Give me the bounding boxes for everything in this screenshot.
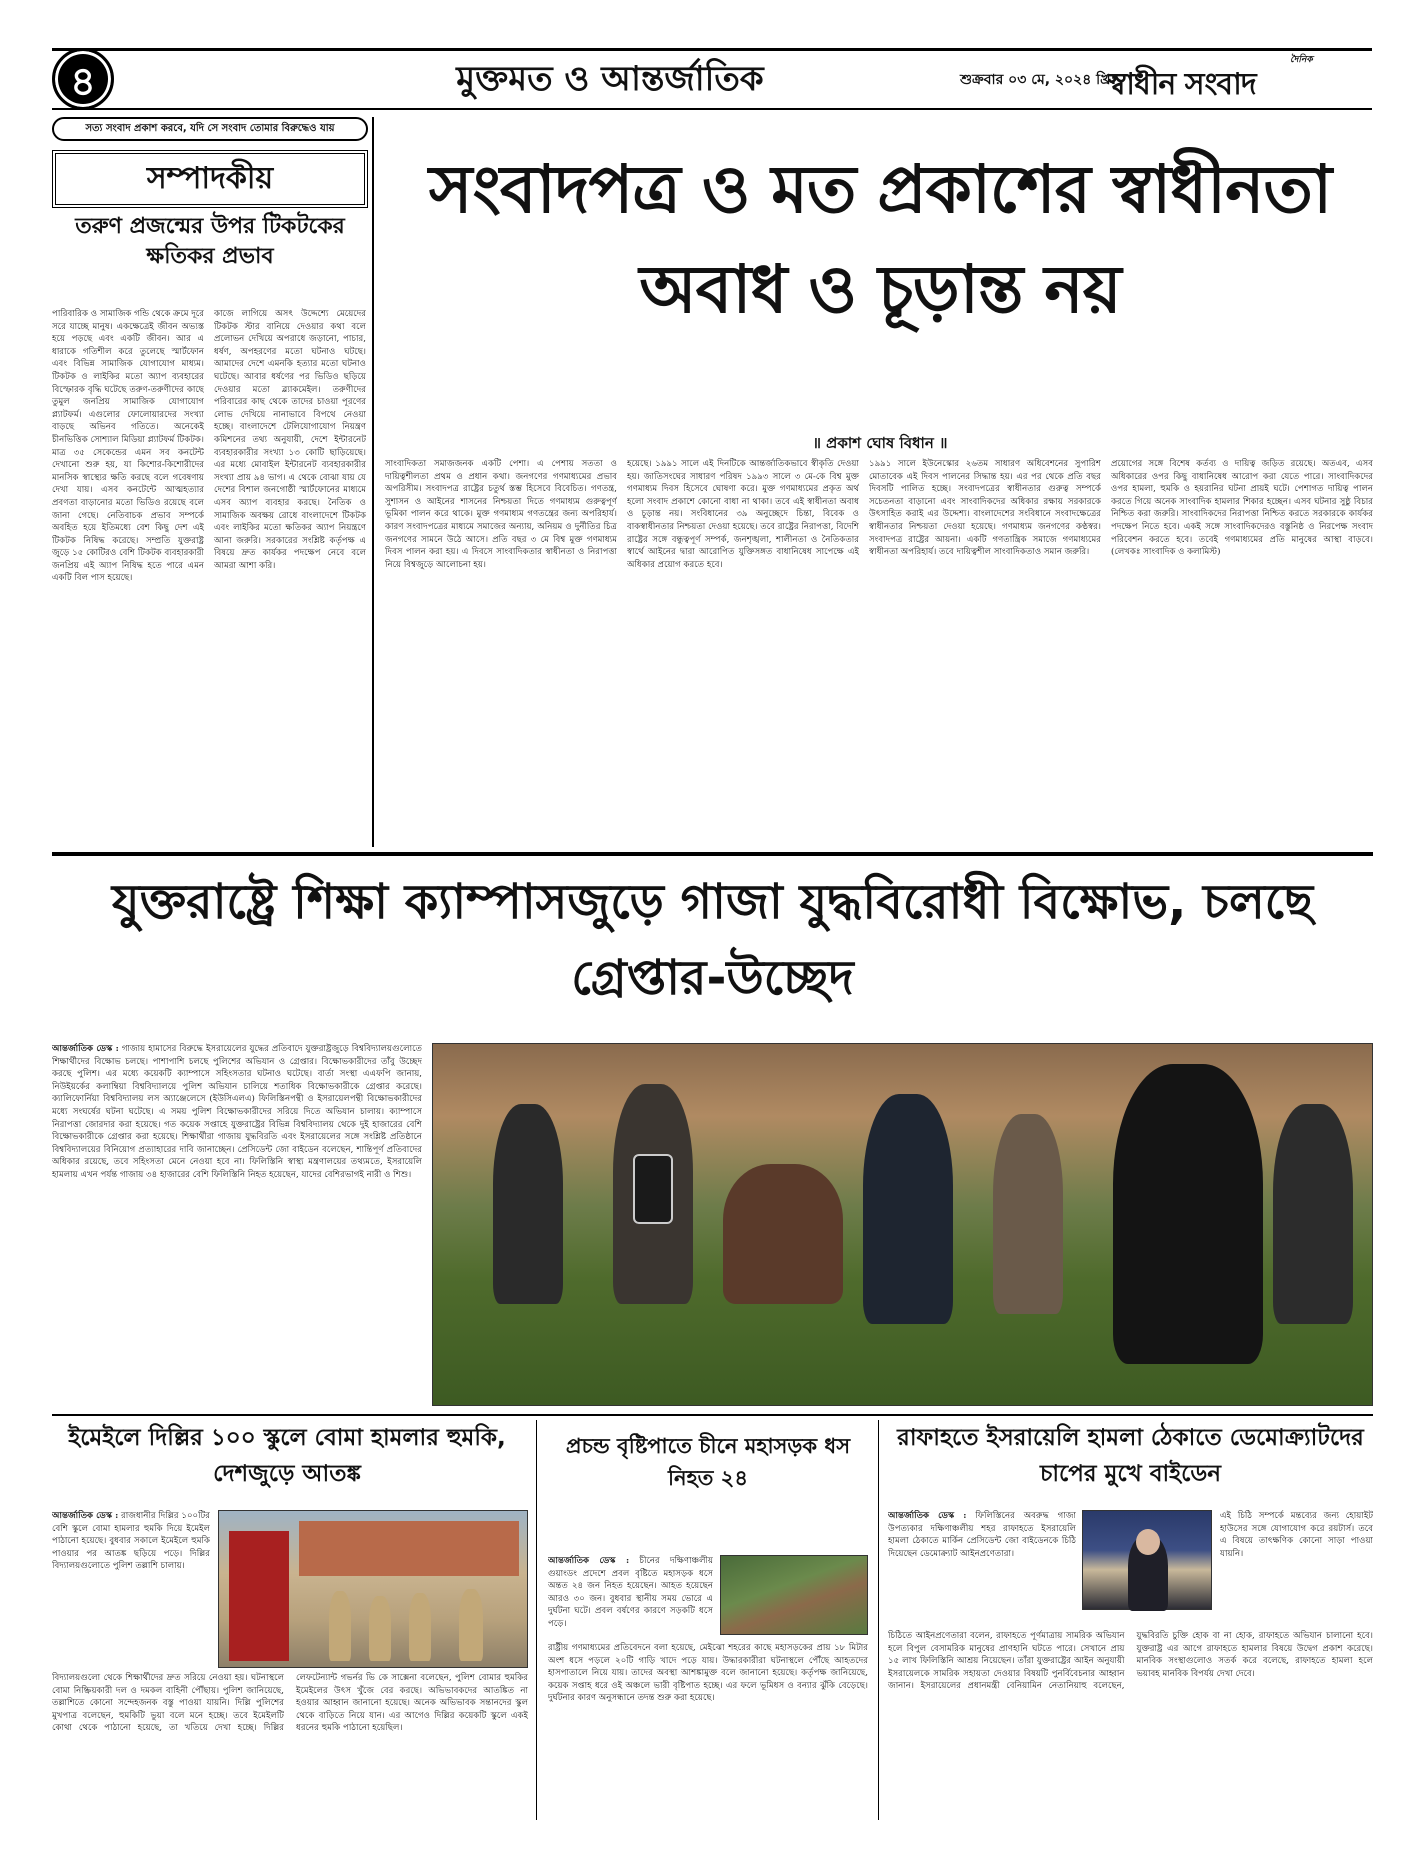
china-body: আহত হয়েছেন আরও ৩০ জন। বুধবার স্থানীয় সময় ভোরে এ দুর্ঘটনা ঘটে। প্রবল বর্ষণের কারণে সড়কটি ধসে পড়ে। xyxy=(548,1581,713,1629)
photo-figure xyxy=(369,1596,391,1661)
main-text-column: প্রয়োগের সঙ্গে বিশেষ কর্তব্য ও দায়িত্ব জড়িত রয়েছে। অতএব, এসব অধিকারের ওপর কিছু বাধানিষেধ আরোপ করা যেতে পারে। সাংবাদিকদের ওপর হামলা, হুমকি ও হয়রানির ঘটনা প্রায়ই ঘটে। পেশাগত দায়িত্ব পালন করতে গিয়ে অনেক সাংবাদিক হামলার শিকার হচ্ছেন। এসব ঘটনার সুষ্ঠু বিচার নিশ্চিত করা জরুরি। সাংবাদিকদের নিরাপত্তা নিশ্চিত করতে সরকারকে কার্যকর পদক্ষেপ নিতে হবে। একই সঙ্গে সাংবাদিকদেরও বস্তুনিষ্ঠ ও নিরপেক্ষ সংবাদ পরিবেশন করতে হবে। তবেই গণমাধ্যমের প্রতি মানুষের আস্থা বাড়বে। (লেখকঃ সাংবাদিক ও কলামিস্ট) xyxy=(1111,459,1373,558)
editorial-text-column: পারিবারিক ও সামাজিক গন্ডি থেকে ক্রমে দূরে সরে যাচ্ছে মানুষ। একক্ষেত্রেই জীবন অভ্যস্ত হয়ে পড়ছে এবং একটি জীবন। আর এ ধারাকে গতিশীল করে তুলেছে স্মার্টফোন এবং বিভিন্ন সামাজিক যোগাযোগ মাধ্যম। টিকটক ও লাইকির মতো অ্যাপ ব্যবহারের বিস্ফোরক বৃদ্ধি ঘটেছে তরুণ-তরুণীদের কাছে তুমুল জনপ্রিয় সামাজিক যোগাযোগ প্ল্যাটফর্ম। এগুলোর ফোলোয়ারদের সংখ্যা বাড়ছে অভিনব গতিতে। অনেকেই চীনভিত্তিক সোশ্যাল মিডিয়া প্ল্যাটফর্ম টিকটক। মাত্র ৩৫ সেকেন্ডের এমন সব কনটেন্ট দেখানো শুরু হয়, যা কিশোর-কিশোরীদের মানসিক স্বাস্থ্যের ক্ষতি করছে বলে গবেষণায় দেখা যায়। এসব কনটেন্টে আত্মহত্যার প্রবণতা বাড়ানোর মতো ভিডিও রয়েছে বলে জানা গেছে। নেতিবাচক প্রভাব সম্পর্কে অবহিত হয়ে ইতিমধ্যে বেশ কিছু দেশ এই টিকটক নিষিদ্ধ করেছে। সম্প্রতি যুক্তরাষ্ট্র জুড়ে ১৫ কোটিরও বেশি টিকটক ব্যবহারকারী জনপ্রিয় এই অ্যাপ নিষিদ্ধ হতে পারে এমন একটি বিল পাস হয়েছে। xyxy=(52,309,204,584)
main-text-column: ১৯৯১ সালে ইউনেস্কোর ২৬তম সাধারণ অধিবেশনের সুপারিশ মোতাবেক এই দিবস পালনের সিদ্ধান্ত হয়। এর পর থেকে প্রতি বছর দিবসটি পালিত হচ্ছে। সংবাদপত্রের স্বাধীনতার গুরুত্ব সম্পর্কে সচেতনতা বাড়ানো এবং সাংবাদিকদের অধিকার রক্ষায় সরকারকে উৎসাহিত করাই এর উদ্দেশ্য। বাংলাদেশের সংবিধানে সংবাদক্ষেত্রের স্বাধীনতার নিশ্চয়তা দেওয়া হয়েছে। গণমাধ্যম জনগণের কণ্ঠস্বর। সংবাদপত্র রাষ্ট্রের আয়না। একটি গণতান্ত্রিক সমাজে গণমাধ্যমের স্বাধীনতা অপরিহার্য। তবে দায়িত্বশীল সাংবাদিকতাও সমান জরুরি। xyxy=(869,459,1101,558)
phone-in-hand xyxy=(633,1154,673,1224)
photo-figure xyxy=(409,1593,431,1661)
rafah-text: এই চিঠি সম্পর্কে মন্তব্যের জন্য হোয়াইট হাউসের সঙ্গে যোগাযোগ করে রয়টার্স। তবে এ বিষয়ে তাৎক্ষণিক কোনো সাড়া পাওয়া যায়নি। xyxy=(1220,1511,1373,1559)
section-divider xyxy=(52,852,1373,856)
editorial-text-column: কাজে লাগিয়ে অসৎ উদ্দেশ্যে মেয়েদের টিকটক স্টার বানিয়ে দেওয়ার কথা বলে প্রলোভন দেখিয়ে অপরাধে জড়ানো, পাচার, ধর্ষণ, অপহরণের মতো ঘটনাও ঘটছে। আমাদের দেশে এমনকি হত্যার মতো ঘটনাও ঘটেছে। আবার ধর্ষণের পর ভিডিও ছড়িয়ে দেওয়ার মতো ব্ল্যাকমেইল। তরুণীদের পরিবারের কাছ থেকে তাদের চাওয়া পূরণের লোভ দেখিয়ে নানাভাবে বিপথে নেওয়া হচ্ছে। বাংলাদেশে টেলিযোগাযোগ নিয়ন্ত্রণ কমিশনের তথ্য অনুযায়ী, দেশে ইন্টারনেট ব্যবহারকারীর সংখ্যা ১৩ কোটি ছাড়িয়েছে। এর মধ্যে মোবাইল ইন্টারনেট ব্যবহারকারীর সংখ্যা প্রায় ৯৪ ভাগ। এ থেকে বোঝা যায় যে দেশের বিশাল জনগোষ্ঠী স্মার্টফোনের মাধ্যমে এসব অ্যাপ ব্যবহার করছে। নৈতিক ও সামাজিক অবক্ষয় রোধে বাংলাদেশে টিকটক এবং লাইকির মতো ক্ষতিকর অ্যাপ নিয়ন্ত্রণে আনা জরুরি। সরকারের সংশ্লিষ্ট কর্তৃপক্ষ এ বিষয়ে দ্রুত কার্যকর পদক্ষেপ নেবে বলে আমরা আশা করি। xyxy=(214,309,366,571)
photo-figure xyxy=(723,1164,843,1304)
main-byline: ॥ প্রকাশ ঘোষ বিধান ॥ xyxy=(812,434,948,452)
desk-label: আন্তর্জাতিক ডেস্ক : xyxy=(548,1556,630,1566)
column-divider xyxy=(372,117,374,847)
photo-figure xyxy=(329,1591,351,1661)
photo-figure xyxy=(863,1094,953,1324)
paper-name-logo: স্বাধীন সংবাদ xyxy=(1108,67,1256,102)
main-text-column: সাংবাদিকতা সমাজজনক একটি পেশা। এ পেশায় সততা ও দায়িত্বশীলতা প্রথম ও প্রধান কথা। জনগণের গণমাধ্যমের প্রভাব অপরিসীম। সংবাদপত্র রাষ্ট্রের চতুর্থ স্তম্ভ হিসেবে বিবেচিত। গণতন্ত্র, সুশাসন ও আইনের শাসনের নিশ্চয়তা দিতে গণমাধ্যম গুরুত্বপূর্ণ ভূমিকা পালন করে থাকে। মুক্ত গণমাধ্যম গণতন্ত্রের জন্য অপরিহার্য। কারণ সংবাদপত্রের মাধ্যমে সমাজের অন্যায়, অনিয়ম ও দুর্নীতির চিত্র জনগণের সামনে উঠে আসে। প্রতি বছর ৩ মে বিশ্ব মুক্ত গণমাধ্যম দিবস পালন করা হয়। এ দিবসে সাংবাদিকতার স্বাধীনতা ও নিরাপত্তা নিয়ে বিশ্বজুড়ে আলোচনা হয়। xyxy=(385,459,617,570)
photo-figure xyxy=(493,1104,563,1304)
china-text xyxy=(548,1555,713,1640)
slogan-banner: সত্য সংবাদ প্রকাশ করবে, যদি সে সংবাদ তোমার বিরুদ্ধেও যায় xyxy=(52,117,368,141)
delhi-headline: ইমেইলে দিল্লির ১০০ স্কুলে বোমা হামলার হুমকি, দেশজুড়ে আতঙ্ক xyxy=(68,1425,506,1487)
gaza-text-column xyxy=(52,1043,422,1403)
photo-figure xyxy=(993,1114,1063,1314)
editorial-label: সম্পাদকীয় xyxy=(52,150,368,208)
landslide-photo xyxy=(720,1555,868,1635)
rafah-text: চিঠিতে আইনপ্রণেতারা বলেন, রাফাহতে পূর্ণমাত্রায় সামরিক অভিযান হলে বিপুল বেসামরিক মানুষের প্রাণহানি ঘটতে পারে। সেখানে প্রায় ১৫ লাখ ফিলিস্তিনি আশ্রয় নিয়েছেন। তাঁরা যুক্তরাষ্ট্রের আইন অনুযায়ী ইসরায়েলকে সামরিক সহায়তা দেওয়ার বিষয়টি পুনর্বিবেচনার আহ্বান জানান। ইসরায়েলের প্রধানমন্ত্রী বেনিয়ামিন নেতানিয়াহু বলেছেন, যুদ্ধবিরতি চুক্তি হোক বা না হোক, রাফাহতে অভিযান চালানো হবে। যুক্তরাষ্ট্র এর আগে রাফাহতে হামলার বিষয়ে উদ্বেগ প্রকাশ করেছে। মানবিক সংস্থাগুলোও সতর্ক করে বলেছে, রাফাহতে হামলা হলে ভয়াবহ মানবিক বিপর্যয় দেখা দেবে। xyxy=(888,1631,1373,1692)
photo-figure xyxy=(459,1589,483,1661)
china-headline: প্রচন্ড বৃষ্টিপাতে চীনে মহাসড়ক ধস নিহত ২৪ xyxy=(565,1434,851,1490)
editorial-headline: তরুণ প্রজন্মের উপর টিকটকের ক্ষতিকর প্রভাব xyxy=(75,214,345,269)
gaza-headline: যুক্তরাষ্ট্রে শিক্ষা ক্যাম্পাসজুড়ে গাজা যুদ্ধবিরোধী বিক্ষোভ, চলছে গ্রেপ্তার-উচ্ছেদ xyxy=(111,874,1314,1006)
photo-face xyxy=(1136,1529,1160,1555)
delhi-text: বিদ্যালয়গুলো থেকে শিক্ষার্থীদের দ্রুত সরিয়ে নেওয়া হয়। ঘটনাস্থলে বোমা নিষ্ক্রিয়কারী দল ও দমকল বাহিনী পৌঁছায়। পুলিশ জানিয়েছে, তল্লাশিতে কোনো সন্দেহজনক বস্তু পাওয়া যায়নি। দিল্লি পুলিশের মুখপাত্র বলেছেন, হুমকিটি ভুয়া বলে মনে হচ্ছে। তবে ইমেইলটি কোথা থেকে পাঠানো হয়েছে, তা খতিয়ে দেখা হচ্ছে। দিল্লির লেফটেন্যান্ট গভর্নর ভি কে সাক্সেনা বলেছেন, পুলিশ বোমার হুমকির ইমেইলের উৎস খুঁজে বের করছে। অভিভাবকদের আতঙ্কিত না হওয়ার আহ্বান জানানো হয়েছে। অনেক অভিভাবক সন্তানদের স্কুল থেকে বাড়িতে নিয়ে যান। এর আগেও দিল্লির কয়েকটি স্কুলে একই ধরনের হুমকি পাঠানো হয়েছিল। xyxy=(52,1673,528,1734)
rafah-body: ফিলিস্তিনের অবরুদ্ধ গাজা উপত্যকার দক্ষিণাঞ্চলীয় শহর রাফাহতে ইসরায়েলি হামলা ঠেকাতে মার্কিন প্রেসিডেন্ট জো বাইডেনকে চিঠি দিয়েছেন ডেমোক্র্যাট আইনপ্রণেতারা। xyxy=(888,1511,1076,1559)
section-divider xyxy=(52,1414,1373,1416)
protest-photo xyxy=(432,1043,1373,1406)
page-number: ৪ xyxy=(52,48,114,110)
fire-truck xyxy=(229,1531,289,1661)
column-divider xyxy=(536,1420,537,1820)
biden-photo xyxy=(1082,1510,1212,1610)
delhi-body: রাজধানীর দিল্লির ১০০টির বেশি স্কুলে বোমা হামলার হুমকি দিয়ে ইমেইল পাঠানো হয়েছে। বুধবার সকালে ইমেইলে হুমকি পাওয়ার পর আতঙ্ক ছড়িয়ে পড়ে। দিল্লির বিদ্যালয়গুলোতে পুলিশ তল্লাশি চালায়। xyxy=(52,1511,210,1572)
desk-label: আন্তর্জাতিক ডেস্ক : xyxy=(888,1511,967,1521)
china-body: চীনের দক্ষিণাঞ্চলীয় গুয়াংডং প্রদেশে প্রবল বৃষ্টিতে মহাসড়ক ধসে অন্তত ২৪ জন নিহত হয়েছেন। xyxy=(548,1556,713,1592)
delhi-text xyxy=(52,1510,210,1625)
school-building xyxy=(299,1521,519,1576)
rafah-text xyxy=(888,1510,1076,1625)
photo-figure xyxy=(1113,1064,1263,1364)
gaza-body: গাজায় হামাসের বিরুদ্ধে ইসরায়েলের যুদ্ধের প্রতিবাদে যুক্তরাষ্ট্রজুড়ে বিশ্ববিদ্যালয়গুলোতে শিক্ষার্থীদের বিক্ষোভ চলছে। পাশাপাশি চলছে পুলিশের অভিযান ও গ্রেপ্তার। বিক্ষোভকারীদের তাঁবু উচ্ছেদ করছে পুলিশ। এর মধ্যে কয়েকটি ক্যাম্পাসে সহিংসতার ঘটনাও ঘটেছে। বার্তা সংস্থা এএফপি জানায়, নিউইয়র্কের কলাম্বিয়া বিশ্ববিদ্যালয়ে পুলিশ অভিযান চালিয়ে শতাধিক বিক্ষোভকারীকে গ্রেপ্তার করেছে। ক্যালিফোর্নিয়া বিশ্ববিদ্যালয় লস অ্যাঞ্জেলেসে (ইউসিএলএ) ফিলিস্তিনপন্থী ও ইসরায়েলপন্থী বিক্ষোভকারীদের মধ্যে সংঘর্ষের ঘটনা ঘটেছে। এ সময় পুলিশ বিক্ষোভকারীদের সরিয়ে দিতে অভিযান চালায়। ক্যাম্পাসে নিরাপত্তা জোরদার করা হয়েছে। গত কয়েক সপ্তাহে যুক্তরাষ্ট্রের বিভিন্ন বিশ্ববিদ্যালয় থেকে দুই হাজারের বেশি বিক্ষোভকারীকে গ্রেপ্তার করা হয়েছে। শিক্ষার্থীরা গাজায় যুদ্ধবিরতি এবং ইসরায়েলের সঙ্গে সংশ্লিষ্ট প্রতিষ্ঠানে বিশ্ববিদ্যালয়ের বিনিয়োগ প্রত্যাহারের দাবি জানাচ্ছেন। প্রেসিডেন্ট জো বাইডেন বলেছেন, শান্তিপূর্ণ প্রতিবাদের অধিকার রয়েছে, তবে সহিংসতা মেনে নেওয়া হবে না। ফিলিস্তিনি স্বাস্থ্য মন্ত্রণালয়ের তথ্যমতে, ইসরায়েলি হামলায় এখন পর্যন্ত গাজায় ৩৪ হাজারের বেশি ফিলিস্তিনি নিহত হয়েছেন, যাদের বেশিরভাগই নারী ও শিশু। xyxy=(52,1044,422,1180)
desk-label: আন্তর্জাতিক ডেস্ক : xyxy=(52,1044,119,1054)
photo-figure xyxy=(1273,1104,1353,1324)
section-title: মুক্তমত ও আন্তর্জাতিক xyxy=(456,59,764,99)
rafah-headline: রাফাহতে ইসরায়েলি হামলা ঠেকাতে ডেমোক্র্যাটদের চাপের মুখে বাইডেন xyxy=(897,1425,1364,1487)
main-headline: সংবাদপত্র ও মত প্রকাশের স্বাধীনতা অবাধ ও চূড়ান্ত নয় xyxy=(428,151,1332,328)
desk-label: আন্তর্জাতিক ডেস্ক : xyxy=(52,1511,119,1521)
paper-name-prefix: দৈনিক xyxy=(1290,55,1313,65)
china-text: রাষ্ট্রীয় গণমাধ্যমের প্রতিবেদনে বলা হয়েছে, মেইঝো শহরের কাছে মহাসড়কের প্রায় ১৮ মিটার অংশ ধসে পড়লে ২০টি গাড়ি খাদে পড়ে যায়। উদ্ধারকারীরা ঘটনাস্থলে পৌঁছে আহতদের হাসপাতালে নিয়ে যায়। তাদের অবস্থা আশঙ্কামুক্ত বলে জানানো হয়েছে। কর্তৃপক্ষ জানিয়েছে, কয়েক সপ্তাহ ধরে ওই অঞ্চলে ভারী বৃষ্টিপাত হচ্ছে। এর ফলে ভূমিধস ও বন্যার ঝুঁকি বেড়েছে। দুর্ঘটনার কারণ অনুসন্ধানে তদন্ত শুরু করা হয়েছে। xyxy=(548,1643,868,1704)
column-divider xyxy=(878,1420,879,1820)
school-photo xyxy=(218,1510,528,1668)
main-text-column: হয়েছে। ১৯৯১ সালে এই দিনটিকে আন্তর্জাতিকভাবে স্বীকৃতি দেওয়া হয়। জাতিসংঘের সাধারণ পরিষদ ১৯৯৩ সালে ৩ মে-কে বিশ্ব মুক্ত গণমাধ্যম দিবস হিসেবে ঘোষণা করে। মুক্ত গণমাধ্যমের প্রকৃত অর্থ হলো সংবাদ প্রকাশে কোনো বাধা না থাকা। তবে এই স্বাধীনতা অবাধ ও চূড়ান্ত নয়। সংবিধানের ৩৯ অনুচ্ছেদে চিন্তা, বিবেক ও বাকস্বাধীনতার নিশ্চয়তা দেওয়া হয়েছে। তবে রাষ্ট্রের নিরাপত্তা, বিদেশি রাষ্ট্রের সঙ্গে বন্ধুত্বপূর্ণ সম্পর্ক, জনশৃঙ্খলা, শালীনতা ও নৈতিকতার স্বার্থে আইনের দ্বারা আরোপিত যুক্তিসঙ্গত বাধানিষেধ সাপেক্ষে এই অধিকার প্রয়োগ করতে হবে। xyxy=(627,459,859,570)
issue-date: শুক্রবার ০৩ মে, ২০২৪ খ্রি: xyxy=(960,72,1117,88)
